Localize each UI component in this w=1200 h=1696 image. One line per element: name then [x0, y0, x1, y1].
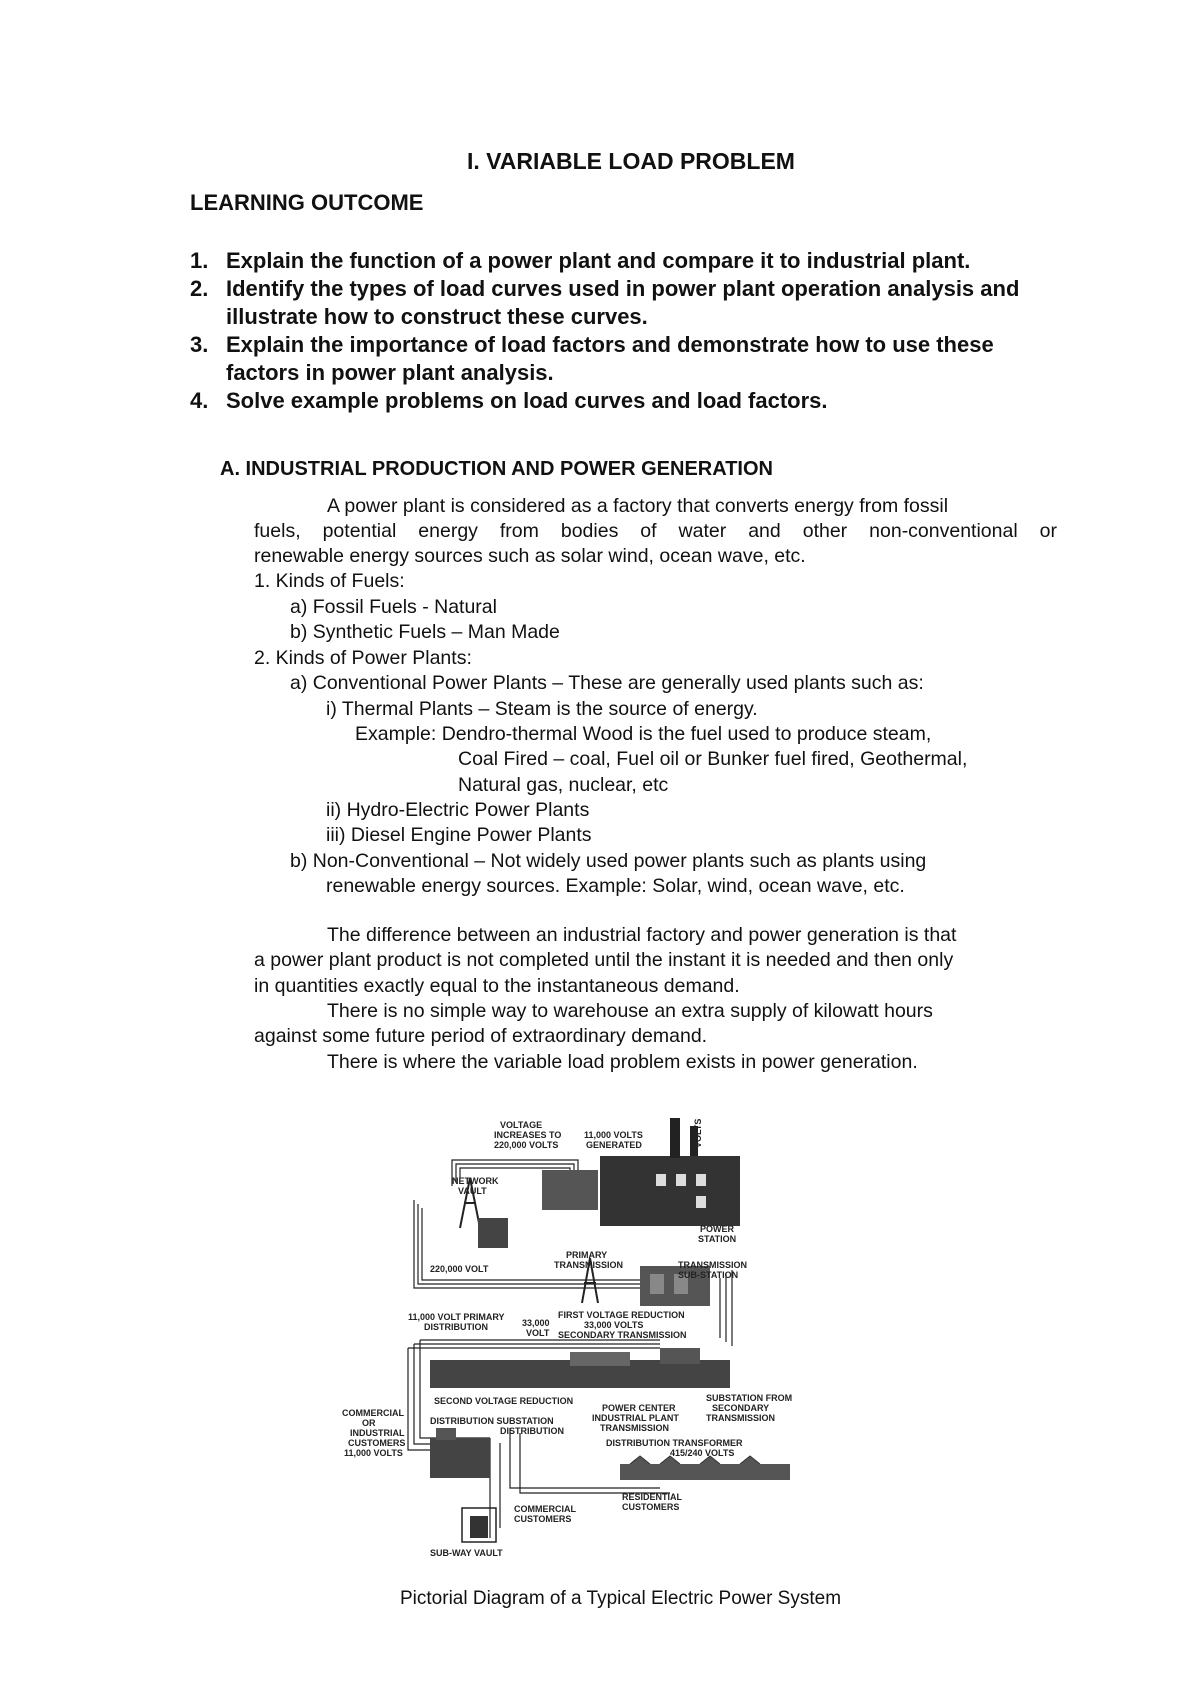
label-distribution-transformer-1: DISTRIBUTION TRANSFORMER [606, 1438, 743, 1448]
label-residential-2: CUSTOMERS [622, 1502, 680, 1512]
para2-line-2: a power plant product is not completed until the instant it is needed and then only [254, 949, 954, 971]
intro-line-3: renewable energy sources such as solar wind, ocean wave, etc. [254, 545, 806, 567]
label-transmission-substation-1: TRANSMISSION [678, 1260, 748, 1270]
label-generated-1: 11,000 VOLTS [584, 1130, 643, 1140]
list-non-conventional: b) Non-Conventional – Not widely used power plants such as plants using [290, 850, 927, 872]
list-thermal: i) Thermal Plants – Steam is the source of energy. [326, 698, 758, 720]
label-commercial-industrial-4: CUSTOMERS [348, 1438, 406, 1448]
section-a-heading: A. INDUSTRIAL PRODUCTION AND POWER GENERATION [220, 458, 773, 480]
label-power-station-2: STATION [698, 1234, 737, 1244]
label-33kv-2: VOLT [526, 1328, 550, 1338]
label-second-reduction: SECOND VOLTAGE REDUCTION [434, 1396, 574, 1406]
label-commercial-industrial-2: OR [362, 1418, 376, 1428]
learning-outcome-heading: LEARNING OUTCOME [190, 190, 424, 215]
label-power-center-1: POWER CENTER [602, 1403, 676, 1413]
learning-outcome-item-3: 3. Explain the importance of load factors and demonstrate how to use these [190, 332, 994, 357]
label-commercial-industrial-5: 11,000 VOLTS [344, 1448, 403, 1458]
label-power-center-2: INDUSTRIAL PLANT [592, 1413, 679, 1423]
label-primary-distribution-2: DISTRIBUTION [424, 1322, 488, 1332]
label-commercial-customers-2: CUSTOMERS [514, 1514, 572, 1524]
list-conventional: a) Conventional Power Plants – These are generally used plants such as: [290, 672, 924, 694]
intro-line-2: fuels, potential energy from bodies of water and other non-conventional or [254, 520, 1057, 542]
learning-outcome-item-1: 1. Explain the function of a power plant and compare it to industrial plant. [190, 248, 971, 273]
intro-line-1: A power plant is considered as a factory that converts energy from fossil [327, 495, 949, 517]
para4: There is where the variable load problem exists in power generation. [327, 1051, 918, 1073]
list-fossil: a) Fossil Fuels - Natural [290, 596, 497, 618]
learning-outcome-item-3-cont: factors in power plant analysis. [226, 360, 554, 385]
list-example-3: Natural gas, nuclear, etc [458, 774, 669, 796]
subway-vault-icon [462, 1508, 496, 1542]
label-primary-transmission-2: TRANSMISSION [554, 1260, 624, 1270]
label-commercial-customers-1: COMMERCIAL [514, 1504, 576, 1514]
label-voltage-increase-3: 220,000 VOLTS [494, 1140, 559, 1150]
list-synthetic: b) Synthetic Fuels – Man Made [290, 621, 560, 643]
label-distribution: DISTRIBUTION [500, 1426, 564, 1436]
label-commercial-industrial-3: INDUSTRIAL [350, 1428, 405, 1438]
label-power-station-1: POWER [700, 1224, 735, 1234]
label-220kv: 220,000 VOLT [430, 1264, 489, 1274]
para3-line-2: against some future period of extraordinary demand. [254, 1025, 708, 1047]
label-33kv-1: 33,000 [522, 1318, 550, 1328]
list-hydro: ii) Hydro-Electric Power Plants [326, 799, 590, 821]
label-substation-from-3: TRANSMISSION [706, 1413, 776, 1423]
label-first-reduction-1: FIRST VOLTAGE REDUCTION [558, 1310, 685, 1320]
industrial-customers-icon [430, 1428, 490, 1478]
label-substation-from-2: SECONDARY [712, 1403, 770, 1413]
para2-line-3: in quantities exactly equal to the instantaneous demand. [254, 975, 740, 997]
label-primary-transmission-1: PRIMARY [566, 1250, 608, 1260]
learning-outcome-item-2: 2. Identify the types of load curves used in power plant operation analysis and [190, 276, 1020, 301]
list-example-1: Example: Dendro-thermal Wood is the fuel used to produce steam, [355, 723, 932, 745]
list-fuels: 1. Kinds of Fuels: [254, 570, 405, 592]
list-example-2: Coal Fired – coal, Fuel oil or Bunker fuel fired, Geothermal, [458, 748, 968, 770]
label-first-reduction-2: 33,000 VOLTS [584, 1320, 644, 1330]
secondary-substation-icon [430, 1348, 730, 1388]
label-voltage-increase-1: VOLTAGE [500, 1120, 543, 1130]
page-title: I. VARIABLE LOAD PROBLEM [467, 148, 795, 174]
list-non-conventional-cont: renewable energy sources. Example: Solar, wind, ocean wave, etc. [326, 875, 905, 897]
label-first-reduction-3: SECONDARY TRANSMISSION [558, 1330, 687, 1340]
learning-outcome-item-4: 4. Solve example problems on load curves and load factors. [190, 388, 828, 413]
label-subway-vault: SUB-WAY VAULT [430, 1548, 503, 1558]
label-distribution-transformer-2: 415/240 VOLTS [670, 1448, 735, 1458]
list-diesel: iii) Diesel Engine Power Plants [326, 824, 592, 846]
label-generated-2: GENERATED [586, 1140, 642, 1150]
label-commercial-industrial-1: COMMERCIAL [342, 1408, 404, 1418]
residential-customers-icon [620, 1456, 790, 1480]
diagram-caption: Pictorial Diagram of a Typical Electric Power System [400, 1588, 842, 1609]
label-network-vault-1: NETWORK [452, 1176, 499, 1186]
label-network-vault-2: VAULT [458, 1186, 487, 1196]
label-substation-from-1: SUBSTATION FROM [706, 1393, 793, 1403]
label-residential-1: RESIDENTIAL [622, 1492, 683, 1502]
learning-outcome-item-2-cont: illustrate how to construct these curves. [226, 304, 648, 329]
label-transmission-substation-2: SUB-STATION [678, 1270, 739, 1280]
label-voltage-increase-2: INCREASES TO [494, 1130, 562, 1140]
para2-line-1: The difference between an industrial factory and power generation is that [327, 924, 957, 946]
power-system-diagram [342, 1108, 840, 1568]
label-power-center-3: TRANSMISSION [600, 1423, 670, 1433]
label-primary-distribution-1: 11,000 VOLT PRIMARY [408, 1312, 505, 1322]
label-plant-sign: VOLTS [693, 1118, 703, 1148]
list-power-plants: 2. Kinds of Power Plants: [254, 647, 472, 669]
para3-line-1: There is no simple way to warehouse an extra supply of kilowatt hours [327, 1000, 933, 1022]
label-distribution-substation: DISTRIBUTION SUBSTATION [430, 1416, 554, 1426]
